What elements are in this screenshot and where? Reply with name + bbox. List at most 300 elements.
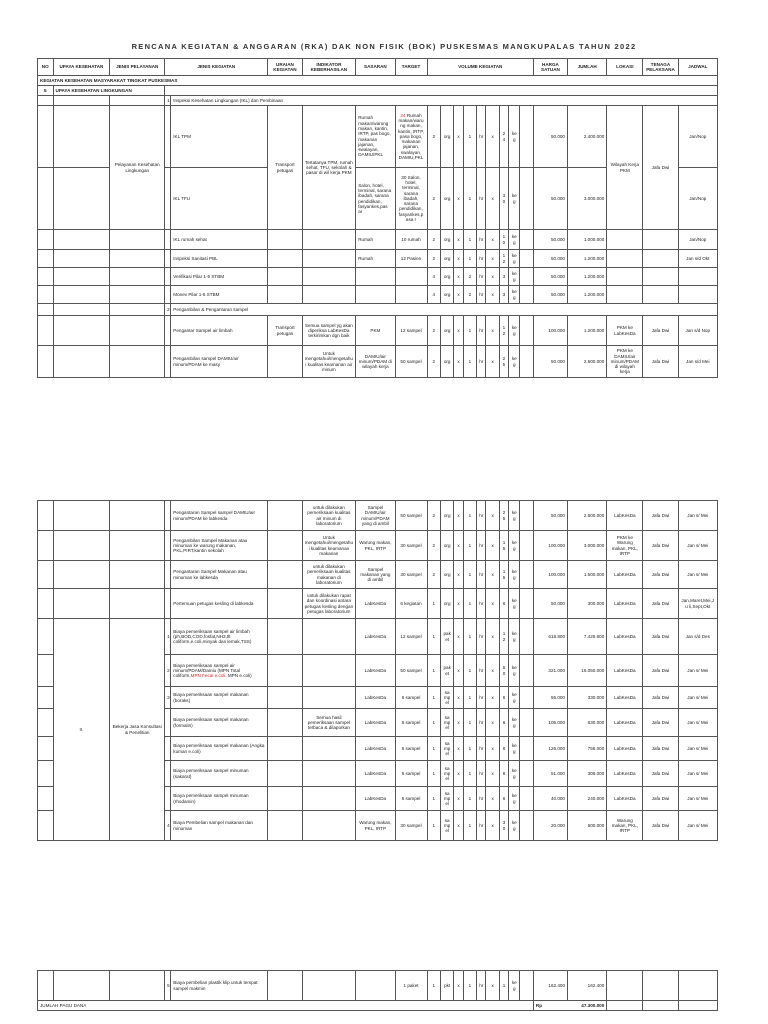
row-jadwal: Jan s/ Mei (678, 737, 717, 761)
row-x: x (454, 316, 463, 346)
row-harga: 100.000 (533, 561, 567, 589)
row-u1: org (440, 561, 453, 589)
row-v3: 15 (499, 531, 508, 561)
row-kegiatan-text: Biaya pemeriksaan sampel air minum/PDAM/Damiu (MPN Total coliform, (173, 662, 241, 679)
item-no: 1 (165, 96, 171, 106)
row-kegiatan: Biaya pemeriksaan sampel makanan (Angka kuman e.coli) (171, 737, 268, 761)
rka-table-bottom (37, 970, 718, 1011)
table-row (38, 561, 718, 589)
row-kegiatan: Pengambilan sampel DAMIU/air minum/PDAM ke masy (171, 346, 268, 378)
header-jenis-kegiatan: JENIS KEGIATAN (165, 59, 268, 76)
row-v1: 1 (427, 589, 440, 619)
row-sasaran: Sampel DAMIU/air minum/PDAM yang di ambil (356, 501, 395, 531)
row-jadwal: Jan/Nop (678, 168, 717, 230)
row-lokasi: LabKesDa (607, 501, 643, 531)
row-v1: 2 (427, 501, 440, 531)
row-indikator: Untuk mengetahui/mengetahui kualitas keamanan air minum (302, 346, 356, 378)
row-u1: org (440, 106, 453, 168)
row-target: 6 sampel (395, 737, 427, 761)
row-jumlah: 162.400 (568, 971, 607, 1001)
row-v3: 12 (499, 316, 508, 346)
row-lokasi: LabKesDa (607, 709, 643, 737)
row-indikator: untuk dilakukan rapat dan koordinasi antara petugas kesling dengan petugas laboratorium (302, 589, 356, 619)
row-v2: 1 (463, 316, 476, 346)
row-kegiatan: Pengambilan Sampel Makanan atau minuman ke warung makanan, PKL,PIRT,kantin sekolah (171, 531, 268, 561)
row-v3: 15 (499, 561, 508, 589)
row-u3: keg (509, 106, 520, 168)
row-sasaran: LabKesDa (356, 737, 395, 761)
row-v2: 1 (463, 346, 476, 378)
row-x: x (454, 761, 463, 787)
table-row (38, 971, 718, 1001)
row-v3: 50 (499, 655, 508, 687)
row-jumlah: 2.500.000 (568, 346, 607, 378)
row-jadwal: Jan/Nop (678, 106, 717, 168)
row-lokasi: LabKesDa (607, 761, 643, 787)
row-v3: 3 (499, 268, 508, 286)
row-harga: 618.800 (533, 619, 567, 655)
row-x: x (454, 346, 463, 378)
row-uraian: Transport petugas (268, 106, 302, 230)
row-jadwal: Jan s/ Mei (678, 787, 717, 811)
row-target: 30 sampel (395, 811, 427, 841)
table-row (38, 250, 718, 268)
subsection-row (38, 86, 718, 96)
row-jumlah: 330.000 (568, 687, 607, 709)
row-jumlah: 3.000.000 (568, 168, 607, 230)
row-v3: 25 (499, 346, 508, 378)
row-u1: org (440, 346, 453, 378)
row-harga: 55.000 (533, 687, 567, 709)
row-u2: hr (477, 168, 486, 230)
row-x: x (486, 346, 499, 378)
row-v2: 1 (463, 971, 476, 1001)
table-row (38, 501, 718, 531)
row-jumlah: 1.200.000 (568, 250, 607, 268)
row-target: 30 sampel (395, 561, 427, 589)
row-x: x (454, 250, 463, 268)
row-v1: 1 (427, 655, 440, 687)
row-u3: keg (509, 286, 520, 304)
row-target: 50 sampel (395, 655, 427, 687)
header-lokasi: LOKASI (607, 59, 643, 76)
row-v2: 1 (463, 811, 476, 841)
table-row (38, 316, 718, 346)
row-v1: 1 (427, 737, 440, 761)
total-row (38, 1001, 718, 1011)
table-row (38, 589, 718, 619)
row-v1: 2 (427, 250, 440, 268)
row-tenaga: Jafa Dwi (643, 106, 678, 230)
row-x: x (486, 501, 499, 531)
row-harga: 50.000 (533, 230, 567, 250)
row-jumlah: 1.200.000 (568, 286, 607, 304)
row-no: 3 (165, 687, 171, 709)
row-x: x (454, 709, 463, 737)
row-sasaran (356, 268, 395, 286)
row-x: x (486, 589, 499, 619)
row-harga: 50.000 (533, 589, 567, 619)
row-x: x (454, 811, 463, 841)
row-jumlah: 3.000.000 (568, 531, 607, 561)
row-target: 12 sampel (395, 316, 427, 346)
row-v3: 10 (499, 230, 508, 250)
row-x: x (486, 811, 499, 841)
row-lokasi: PKM ke Warung makan, PKL, IRTP (607, 531, 643, 561)
row-v2: 1 (463, 761, 476, 787)
row-kegiatan: Biaya pemeriksaan sampel air limbah (ph,BOD,COD,fosfat,NH3,tlt coliform,e.coli,minyak dan lemak,TSS) (171, 619, 268, 655)
row-x: x (486, 737, 499, 761)
total-label: JUMLAH PAGU DANA (38, 1001, 534, 1011)
row-target: 6 kegiatan (395, 589, 427, 619)
row-u1: org (440, 286, 453, 304)
row-x: x (454, 286, 463, 304)
row-tenaga: Jafa Dwi (643, 346, 678, 378)
row-jumlah: 1.200.000 (568, 316, 607, 346)
row-kegiatan: Monev Pilar 1-5 STBM (171, 286, 268, 304)
row-tenaga: Jafa Dwi (643, 619, 678, 655)
row-v1: 4 (427, 268, 440, 286)
row-v3: 6 (499, 761, 508, 787)
row-target: 6 sampel (395, 761, 427, 787)
header-row (38, 59, 718, 76)
row-tenaga: Jafa Dwi (643, 687, 678, 709)
row-tenaga: Jafa Dwi (643, 737, 678, 761)
row-tenaga: Jafa Dwi (643, 811, 678, 841)
header-harga: HARGA SATUAN (533, 59, 567, 76)
row-jadwal (678, 286, 717, 304)
row-v2: 1 (463, 787, 476, 811)
row-v2: 1 (463, 687, 476, 709)
row-u3: keg (509, 230, 520, 250)
row-harga: 50.000 (533, 501, 567, 531)
row-u1: org (440, 316, 453, 346)
row-kegiatan: Verifikasi Pilar 1-5 STBM (171, 268, 268, 286)
row-x: x (486, 531, 499, 561)
row-tenaga: Jafa Dwi (643, 561, 678, 589)
row-sasaran: LabKesDa (356, 709, 395, 737)
row-x: x (454, 501, 463, 531)
row-jadwal: Jan/Nop (678, 230, 717, 250)
subsection-no: 5 (38, 86, 54, 96)
section-title: KEGIATAN KESEHATAN MASYARAKAT TINGKAT PUSKESMAS (38, 76, 718, 86)
row-indikator: Semua sampel yg akan diperiksa LabKesDa terkirimkan dgn baik (302, 316, 356, 346)
header-jenis-pelayanan: JENIS PELAYANAN (110, 59, 165, 76)
row-harga: 105.000 (533, 709, 567, 737)
row-x: x (454, 655, 463, 687)
row-u3: keg (509, 168, 520, 230)
row-tenaga: Jafa Dwi (643, 531, 678, 561)
row-jumlah: 1.000.000 (568, 230, 607, 250)
header-sasaran: SASARAN (356, 59, 395, 76)
row-harga: 126.000 (533, 737, 567, 761)
row-jadwal: Jan s/ Mei (678, 761, 717, 787)
row-harga: 321.000 (533, 655, 567, 687)
row-sasaran: Sampel makanan yang di ambil (356, 561, 395, 589)
row-v2: 1 (463, 501, 476, 531)
row-target: 30 Salon, hotel, terminal, sarana ibadah, sarana pendidikan, fasyankes,pasa r (395, 168, 427, 230)
subsection-title: UPAYA KESEHATAN LINGKUNGAN (53, 86, 165, 96)
row-v1: 2 (427, 168, 440, 230)
row-u2: hr (477, 737, 486, 761)
row-x: x (486, 761, 499, 787)
row-v2: 1 (463, 230, 476, 250)
row-v3: 6 (499, 687, 508, 709)
row-kegiatan (171, 655, 268, 687)
row-x: x (454, 561, 463, 589)
row-u2: hr (477, 589, 486, 619)
row-x: x (486, 168, 499, 230)
row-lokasi: LabKesDa (607, 619, 643, 655)
row-x: x (486, 250, 499, 268)
row-jumlah: 600.000 (568, 811, 607, 841)
header-tenaga: TENAGA PELAKSANA (643, 59, 678, 76)
row-indikator: untuk dilakukan pemeriksaan kualitas air minum di laboratorium (302, 501, 356, 531)
row-x: x (486, 687, 499, 709)
row-v1: 2 (427, 346, 440, 378)
row-u2: hr (477, 971, 486, 1001)
row-tenaga: Jafa Dwi (643, 316, 678, 346)
row-harga: 51.000 (533, 761, 567, 787)
row-u2: hr (477, 787, 486, 811)
row-v2: 1 (463, 531, 476, 561)
row-sasaran: Warung makan, PKL, IRTP (356, 531, 395, 561)
row-u2: hr (477, 230, 486, 250)
row-u2: hr (477, 501, 486, 531)
row-u1: org (440, 268, 453, 286)
row-u2: hr (477, 687, 486, 709)
row-kegiatan: Pengantar Sampel air limbah (171, 316, 268, 346)
row-x: x (486, 230, 499, 250)
row-u2: hr (477, 655, 486, 687)
row-u3: keg (509, 737, 520, 761)
row-v2: 1 (463, 709, 476, 737)
table-row (38, 286, 718, 304)
table-row (38, 619, 718, 655)
row-v3: 30 (499, 168, 508, 230)
row-harga: 20.000 (533, 811, 567, 841)
row-v1: 2 (427, 106, 440, 168)
row-indikator: Semua hasil pemeriksaan sampel terbaca & dilaporkan (302, 709, 356, 737)
row-x: x (486, 787, 499, 811)
row-u3: keg (509, 268, 520, 286)
row-x: x (454, 168, 463, 230)
row-x: x (486, 619, 499, 655)
row-no: 2 (165, 655, 171, 687)
row-no: 1 (165, 619, 171, 655)
row-jumlah: 2.400.000 (568, 106, 607, 168)
row-u3: keg (509, 761, 520, 787)
row-lokasi: Warung makan, PKL, IRTP (607, 811, 643, 841)
row-u3: keg (509, 316, 520, 346)
total-value (533, 1001, 606, 1011)
jenis-pelayanan: Pelayanan Kesehatan Lingkungan (110, 106, 165, 230)
row-v2: 1 (463, 619, 476, 655)
row-kegiatan: IKL TPM (171, 106, 268, 168)
row-u3: keg (509, 589, 520, 619)
header-upaya: UPAYA KESEHATAN (53, 59, 110, 76)
row-target: 50 sampel (395, 501, 427, 531)
row-harga: 100.000 (533, 531, 567, 561)
row-target: 12 sampel (395, 619, 427, 655)
row-jadwal: Jan s/d Nop (678, 316, 717, 346)
row-target: 10 rumah (395, 230, 427, 250)
row-kegiatan: Biaya pemeriksaan sampel minuman (sakarat) (171, 761, 268, 787)
row-jumlah: 306.000 (568, 761, 607, 787)
row-v1: 1 (427, 787, 440, 811)
row-x: x (454, 787, 463, 811)
row-lokasi: LabKesDa (607, 655, 643, 687)
row-sasaran: Warung makan, PKL, IRTP (356, 811, 395, 841)
row-v2: 2 (463, 268, 476, 286)
row-v2: 1 (463, 589, 476, 619)
row-u3: keg (509, 709, 520, 737)
row-u2: hr (477, 346, 486, 378)
row-harga: 50.000 (533, 250, 567, 268)
row-target-text: Rumah makan/warung makan, kantin, IRTP, pasa bogo, makanan jajanan, swalayan, DAMIU,PKL (398, 112, 424, 160)
row-sasaran: PKM (356, 316, 395, 346)
row-v2: 1 (463, 655, 476, 687)
row-jumlah: 300.000 (568, 589, 607, 619)
row-sasaran: LabKesDa (356, 589, 395, 619)
header-indikator: INDIKATOR KEBERHASILAN (302, 59, 356, 76)
row-v2: 2 (463, 286, 476, 304)
row-u1: org (440, 168, 453, 230)
row-v2: 1 (463, 168, 476, 230)
row-u2: hr (477, 106, 486, 168)
row-v1: 2 (427, 316, 440, 346)
row-sasaran: Salon, hotel, terminal, sarana ibadah, sarana pendidikan, fasyankes,pas ar (356, 168, 395, 230)
row-v1: 4 (427, 286, 440, 304)
row-u1: sampel (440, 787, 453, 811)
header-uraian: URAIAN KEGIATAN (268, 59, 302, 76)
row-no: 5 (165, 971, 171, 1001)
row-x: x (486, 971, 499, 1001)
row-v1: 2 (427, 561, 440, 589)
row-u2: hr (477, 531, 486, 561)
row-target: 1 paket (395, 971, 427, 1001)
table-row (38, 268, 718, 286)
row-v3: 1 (499, 971, 508, 1001)
row-v3: 6 (499, 589, 508, 619)
row-jadwal: Jan s/ Mei (678, 709, 717, 737)
row-u3: keg (509, 811, 520, 841)
row-x: x (454, 106, 463, 168)
row-u3: keg (509, 655, 520, 687)
row-harga: 50.000 (533, 168, 567, 230)
item-title: Pengambilan & Pengantaran sampel (171, 304, 718, 316)
row-v1: 1 (427, 761, 440, 787)
row-x: x (454, 737, 463, 761)
row-v2: 1 (463, 250, 476, 268)
row-harga: 50.000 (533, 346, 567, 378)
row-lokasi: PKM ke LabKesDa (607, 316, 643, 346)
row-lokasi: PKM ke DAMIU/air minum/PDAM di wilayah kerja (607, 346, 643, 378)
row-target-count: 24 (400, 112, 406, 118)
row-kegiatan: Biaya pemeriksaan sampel minuman (rhodamin) (171, 787, 268, 811)
row-x: x (454, 268, 463, 286)
row-tenaga: Jafa Dwi (643, 589, 678, 619)
row-x: x (454, 589, 463, 619)
row-x: x (486, 561, 499, 589)
subsection-empty (165, 86, 718, 96)
row-v3: 6 (499, 737, 508, 761)
row-v2: 1 (463, 106, 476, 168)
row-v1: 1 (427, 687, 440, 709)
row-u3: keg (509, 787, 520, 811)
row-x: x (486, 106, 499, 168)
row-jumlah: 240.000 (568, 787, 607, 811)
row-u1: org (440, 589, 453, 619)
rka-table-top (37, 58, 718, 378)
row-target: 6 sampel (395, 687, 427, 709)
row-lokasi: LabKesDa (607, 687, 643, 709)
row-indikator: untuk dilakukan pemeriksaan kualitas makanan di laboratorium (302, 561, 356, 589)
row-jumlah: 2.500.000 (568, 501, 607, 531)
row-u2: hr (477, 561, 486, 589)
header-target: TARGET (395, 59, 427, 76)
total-amount: 47.300.000 (581, 1002, 605, 1008)
row-x: x (486, 316, 499, 346)
total-rp: Rp (535, 1002, 543, 1008)
row-indikator: Tertatanya TPM, rumah sehat, TFU, sekolah & pasar di wil kerja PKM (302, 106, 356, 230)
row-u1: sampel (440, 761, 453, 787)
roman-numeral: II. (53, 619, 110, 841)
rka-table-middle (37, 500, 718, 841)
row-u1: org (440, 531, 453, 561)
row-x: x (486, 655, 499, 687)
row-u1: paket (440, 655, 453, 687)
row-jumlah: 1.500.000 (568, 561, 607, 589)
row-sasaran: LabKesDa (356, 655, 395, 687)
row-v3: 12 (499, 250, 508, 268)
row-jumlah: 1.200.000 (568, 268, 607, 286)
row-tenaga: Jafa Dwi (643, 655, 678, 687)
row-tenaga: Jafa Dwi (643, 709, 678, 737)
row-sasaran: LabKesDa (356, 619, 395, 655)
row-kegiatan: Biaya pemeriksaan sampel makanan (boraks) (171, 687, 268, 709)
row-lokasi: LabKesDa (607, 561, 643, 589)
row-u2: hr (477, 286, 486, 304)
header-volume: VOLUME KEGIATAN (427, 59, 533, 76)
row-jadwal: Jan s/ Mei (678, 561, 717, 589)
header-no: NO (38, 59, 54, 76)
row-u1: org (440, 230, 453, 250)
row-jumlah: 630.000 (568, 709, 607, 737)
row-kegiatan: IKL rumah sehat (171, 230, 268, 250)
row-harga: 162.400 (533, 971, 567, 1001)
row-sasaran: Rumah (356, 250, 395, 268)
row-sasaran: Rumah makan/warung makan, kantin, IRTP, pas bogo, makanan jajanan, swalayan, DAMIU/PKL (356, 106, 395, 168)
row-indikator: Untuk mengetahui/mengetahui kualitas keamanan makanan (302, 531, 356, 561)
row-no: 4 (165, 811, 171, 841)
row-v1: 1 (427, 811, 440, 841)
row-jadwal: Jan s/d Des (678, 619, 717, 655)
row-u3: keg (509, 971, 520, 1001)
row-v3: 6 (499, 709, 508, 737)
row-sasaran: DAMIU/air minum/PDAM di wilayah kerja (356, 346, 395, 378)
row-target: 6 sampel (395, 709, 427, 737)
row-x: x (454, 619, 463, 655)
row-u1: sampel (440, 737, 453, 761)
row-target: 6 sampel (395, 787, 427, 811)
row-u1: org (440, 250, 453, 268)
table-row (38, 106, 718, 168)
row-jadwal: Jan s/ Mei (678, 531, 717, 561)
row-v3: 6 (499, 787, 508, 811)
header-jumlah: JUMLAH (568, 59, 607, 76)
document-title: RENCANA KEGIATAN & ANGGARAN (RKA) DAK NON FISIK (BOK) PUSKESMAS MANGKUPALAS TAHUN 2022 (131, 42, 637, 51)
